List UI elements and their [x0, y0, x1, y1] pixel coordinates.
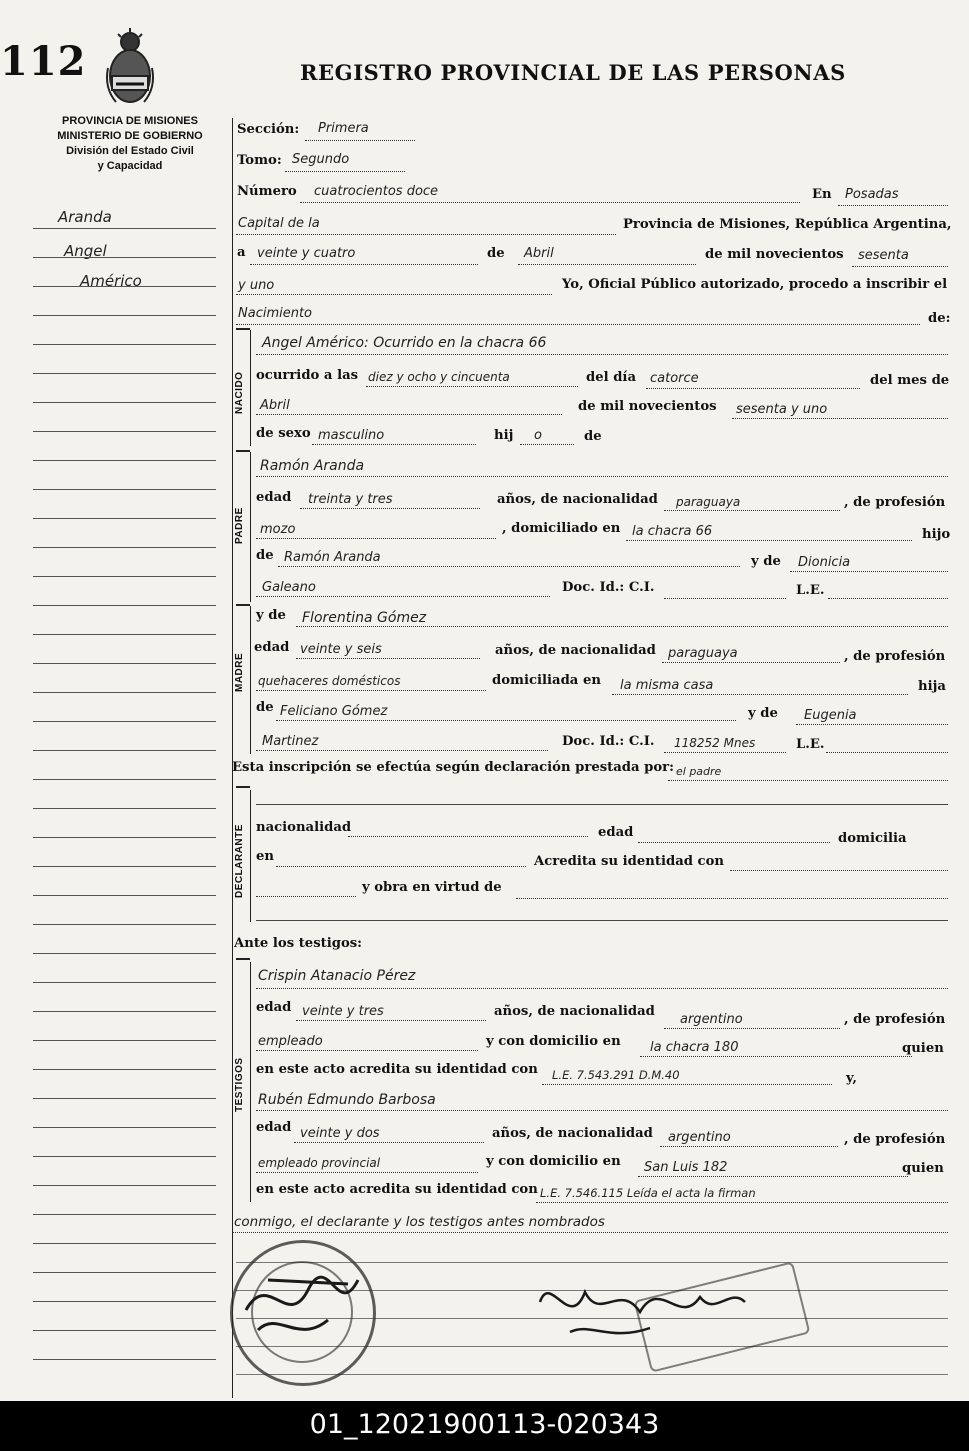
margin-ruled-line [33, 286, 216, 287]
margin-note-surname: Aranda [58, 208, 112, 226]
madre-abuelo-de-label: de [256, 700, 274, 715]
nacido-nombre-value: Angel Américo: Ocurrido en la chacra 66 [262, 335, 547, 351]
padre-edad-line [300, 508, 480, 509]
margin-ruled-line [33, 1272, 216, 1273]
madre-edad-line [296, 658, 480, 659]
abuelo-paterno-line [278, 566, 740, 567]
margin-ruled-line [33, 1156, 216, 1157]
madre-le-line [826, 752, 948, 753]
padre-doc-label: Doc. Id.: C.I. [562, 580, 655, 595]
hora-line [366, 386, 578, 387]
seccion-value: Primera [318, 121, 369, 136]
mes-line [256, 414, 562, 415]
numero-value: cuatrocientos doce [314, 184, 439, 199]
org-line-division: División del Estado Civil [66, 145, 194, 157]
margin-ruled-line [33, 953, 216, 954]
sexo-line [312, 444, 476, 445]
declarante-en-label: en [256, 849, 274, 864]
margin-ruled-line [33, 837, 216, 838]
madre-bracket [250, 606, 251, 754]
margin-ruled-line [33, 547, 216, 548]
inscripcion-anio-cont: y uno [238, 278, 275, 293]
testigo1-edad-line [296, 1020, 486, 1021]
mil-novecientos-label: de mil novecientos [705, 247, 844, 262]
margin-ruled-line [33, 779, 216, 780]
margin-ruled-line [33, 1185, 216, 1186]
sexo-label: de sexo [256, 426, 311, 441]
del-mes-label: del mes de [870, 373, 950, 388]
numero-label: Número [237, 184, 297, 199]
padre-hijo-label: hijo [922, 527, 951, 542]
testigo2-nac-value: argentino [668, 1130, 731, 1145]
testigo2-edad-value: veinte y dos [300, 1126, 380, 1141]
margin-ruled-line [33, 431, 216, 432]
inscripcion-anio-value: sesenta [858, 248, 909, 263]
testigo1-prof-label: , de profesión [844, 1012, 946, 1027]
testigo1-y-label: y, [846, 1071, 857, 1086]
testigo2-prof-label: , de profesión [844, 1132, 946, 1147]
declarante-virtud-label: y obra en virtud de [362, 880, 502, 895]
margin-ruled-line [33, 750, 216, 751]
fecha-a-label: a [237, 245, 246, 260]
padre-section-label: PADRE [234, 507, 245, 544]
margin-ruled-line [33, 576, 216, 577]
testigo2-prof-line [256, 1172, 478, 1173]
margin-ruled-line [33, 1069, 216, 1070]
testigo1-dom-label: y con domicilio en [486, 1034, 621, 1049]
declarante-edad-label: edad [598, 825, 634, 840]
declarante-section-label: DECLARANTE [234, 824, 245, 898]
margin-ruled-line [33, 1098, 216, 1099]
form-left-border [232, 118, 233, 1398]
madre-edad-label: edad [254, 640, 290, 655]
declarante-nac-line [348, 836, 588, 837]
del-dia-label: del día [586, 370, 636, 385]
padre-abuelo-de-label: de [256, 548, 274, 563]
en-line [838, 205, 948, 206]
madre-doc-value: 118252 Mnes [674, 736, 756, 750]
padre-bracket [250, 452, 251, 602]
declarante-nombre-line [256, 804, 948, 805]
testigo2-edad-label: edad [256, 1120, 292, 1135]
declaracion-value: el padre [676, 765, 722, 778]
madre-doc-line [664, 752, 786, 753]
fecha-de-label: de [487, 246, 505, 261]
declarante-virtud-pre-line [256, 896, 356, 897]
margin-ruled-line [33, 518, 216, 519]
madre-abuela-yde-label: y de [748, 706, 778, 721]
testigos-bracket [250, 962, 251, 1202]
testigo2-dom-value: San Luis 182 [644, 1160, 728, 1175]
hij-line [520, 444, 574, 445]
margin-note-first-name: Angel [64, 242, 107, 260]
margin-ruled-line [33, 721, 216, 722]
declarante-end-line [256, 920, 948, 921]
nacido-nombre-line [256, 354, 948, 355]
testigo2-dom-line [638, 1176, 908, 1177]
testigo1-quien-label: quien [902, 1041, 944, 1056]
nacido-bracket [250, 330, 251, 446]
margin-ruled-line [33, 460, 216, 461]
padre-nacionalidad-value: paraguaya [676, 495, 741, 509]
testigo2-dom-label: y con domicilio en [486, 1154, 621, 1169]
testigo2-nombre-value: Rubén Edmundo Barbosa [258, 1092, 436, 1108]
testigo1-prof-value: empleado [258, 1034, 323, 1049]
margin-ruled-line [33, 489, 216, 490]
madre-nacionalidad-label: años, de nacionalidad [495, 643, 656, 658]
padre-le-label: L.E. [796, 583, 825, 598]
madre-nombre-value: Florentina Gómez [302, 610, 427, 626]
margin-ruled-line [33, 808, 216, 809]
en-value: Posadas [845, 187, 899, 202]
testigo2-doc-line [536, 1202, 948, 1203]
margin-ruled-line [33, 1359, 216, 1360]
padre-profesion-label: , de profesión [844, 495, 946, 510]
abuela-m-apellido-line [256, 750, 548, 751]
testigo1-edad-value: veinte y tres [302, 1004, 384, 1019]
madre-domicilio-label: domiciliada en [492, 673, 601, 688]
org-line-ministry: MINISTERIO DE GOBIERNO [57, 130, 203, 142]
padre-nacionalidad-label: años, de nacionalidad [497, 492, 658, 507]
acto-value: Nacimiento [238, 306, 313, 321]
testigo2-nac-label: años, de nacionalidad [492, 1126, 653, 1141]
madre-nombre-line [296, 626, 948, 627]
tomo-label: Tomo: [237, 153, 282, 168]
declarante-acredita-label: Acredita su identidad con [534, 854, 724, 869]
capital-line [236, 234, 616, 235]
abuelo-paterno-value: Ramón Aranda [284, 550, 381, 565]
margin-ruled-line [33, 228, 216, 229]
inscripcion-dia-value: veinte y cuatro [257, 246, 356, 261]
margin-ruled-line [33, 1301, 216, 1302]
margin-ruled-line [33, 1040, 216, 1041]
inscripcion-mes-line [518, 264, 696, 265]
madre-doc-label: Doc. Id.: C.I. [562, 734, 655, 749]
madre-section-label: MADRE [234, 652, 245, 692]
nacimiento-dia-value: catorce [650, 371, 699, 386]
margin-ruled-line [33, 344, 216, 345]
abuela-materna-value: Eugenia [804, 708, 857, 723]
oficial-signature [238, 1250, 378, 1360]
tomo-value: Segundo [292, 152, 350, 167]
testigo2-edad-line [294, 1142, 484, 1143]
testigo2-nac-line [660, 1146, 838, 1147]
seccion-line [305, 140, 415, 141]
padre-edad-label: edad [256, 490, 292, 505]
testigo1-doc-line [542, 1084, 832, 1085]
margin-ruled-line [33, 605, 216, 606]
padre-nac-line [664, 510, 840, 511]
padre-nombre-value: Ramón Aranda [260, 458, 365, 474]
madre-hija-label: hija [918, 679, 946, 694]
madre-prof-line [256, 690, 486, 691]
padre-dom-line [626, 540, 912, 541]
abuelo-materno-line [276, 720, 736, 721]
folio-number: 112 [0, 38, 87, 85]
inscripcion-mes-value: Abril [524, 246, 554, 261]
abuela-paterna-value: Dionicia [798, 555, 851, 570]
anio-line [732, 418, 948, 419]
registry-title: REGISTRO PROVINCIAL DE LAS PERSONAS [300, 60, 846, 85]
padre-nombre-line [256, 476, 948, 477]
ante-testigos-label: Ante los testigos: [234, 936, 363, 951]
madre-profesion-value: quehaceres domésticos [258, 674, 401, 688]
org-line-capacity: y Capacidad [97, 160, 163, 172]
madre-le-label: L.E. [796, 737, 825, 752]
testigo1-nombre-line [256, 988, 948, 989]
declarante-en-line [276, 866, 526, 867]
abuela-materna-line [796, 724, 948, 725]
testigo1-nac-line [664, 1028, 840, 1029]
anio-cont-line [236, 294, 552, 295]
declarante-nac-label: nacionalidad [256, 820, 352, 835]
coat-of-arms-emblem [102, 28, 158, 108]
hij-value: o [534, 428, 542, 443]
margin-ruled-line [33, 1330, 216, 1331]
abuela-apellido-line [256, 596, 550, 597]
margin-ruled-line [33, 924, 216, 925]
margin-ruled-line [33, 895, 216, 896]
margin-ruled-line [33, 634, 216, 635]
nacimiento-mes-value: Abril [260, 398, 290, 413]
acto-de-label: de: [928, 311, 951, 326]
margin-ruled-line [33, 982, 216, 983]
padre-section-divider [236, 450, 250, 452]
nacido-section-label: NACIDO [234, 371, 245, 414]
nacido-de-label: de [584, 429, 602, 444]
madre-profesion-label: , de profesión [844, 649, 946, 664]
margin-note-second-name: Américo [80, 272, 142, 290]
nacido-section-divider [236, 328, 250, 330]
margin-ruled-line [33, 1214, 216, 1215]
declarante-acredita-line [730, 870, 948, 871]
numero-line [300, 202, 800, 203]
testigo1-dom-line [640, 1056, 912, 1057]
margin-ruled-line [33, 1011, 216, 1012]
testigo1-nombre-value: Crispin Atanacio Pérez [258, 968, 416, 984]
margin-ruled-line [33, 373, 216, 374]
margin-ruled-line [33, 315, 216, 316]
nacido-mil-label: de mil novecientos [578, 399, 717, 414]
testigo2-doc-value: L.E. 7.546.115 Leída el acta la firman [540, 1186, 756, 1200]
padre-profesion-value: mozo [260, 522, 296, 537]
abuela-paterna-line [790, 571, 948, 572]
madre-yde-label: y de [256, 608, 286, 623]
declarante-edad-line [638, 842, 830, 843]
declarante-dom-label: domicilia [838, 831, 907, 846]
declaracion-line [668, 780, 948, 781]
issuing-org [30, 114, 230, 174]
seccion-label: Sección: [237, 122, 300, 137]
testigo1-dom-value: la chacra 180 [650, 1040, 739, 1055]
en-label: En [812, 187, 832, 202]
testigo2-acredita-label: en este acto acredita su identidad con [256, 1182, 538, 1197]
tomo-line [285, 171, 405, 172]
testigos-section-top [236, 958, 250, 960]
testigo1-nac-label: años, de nacionalidad [494, 1004, 655, 1019]
abuela-paterna-apellido: Galeano [262, 580, 316, 595]
org-line-province: PROVINCIA DE MISIONES [62, 115, 198, 127]
margin-ruled-line [33, 692, 216, 693]
testigos-section-label: TESTIGOS [234, 1057, 245, 1112]
padre-edad-value: treinta y tres [308, 492, 393, 507]
madre-dom-line [612, 694, 908, 695]
testigo2-nombre-line [256, 1110, 948, 1111]
padre-domicilio-label: , domiciliado en [502, 521, 621, 536]
capital-value: Capital de la [238, 216, 320, 231]
testigo2-prof-value: empleado provincial [258, 1156, 381, 1170]
madre-nacionalidad-value: paraguaya [668, 646, 738, 661]
margin-ruled-line [33, 663, 216, 664]
cierre-acta-value: conmigo, el declarante y los testigos antes nombrados [234, 1214, 605, 1230]
padre-abuela-yde-label: y de [751, 554, 781, 569]
testigo1-edad-label: edad [256, 1000, 292, 1015]
abuelo-materno-value: Feliciano Gómez [280, 704, 388, 719]
margin-ruled-line [33, 866, 216, 867]
dia-line [646, 388, 860, 389]
testigo1-prof-line [256, 1050, 478, 1051]
margin-ruled-line [33, 402, 216, 403]
testigo1-nac-value: argentino [680, 1012, 743, 1027]
provincia-text: Provincia de Misiones, República Argentina, [623, 217, 952, 232]
declarante-bracket [250, 790, 251, 922]
nacimiento-anio-value: sesenta y uno [736, 402, 828, 417]
madre-nac-line [662, 662, 840, 663]
padre-le-line [828, 598, 948, 599]
declaracion-text: Esta inscripción se efectúa según declaración prestada por: [232, 760, 674, 775]
madre-domicilio-value: la misma casa [620, 678, 714, 693]
oficial-text: Yo, Oficial Público autorizado, procedo a inscribir el [562, 277, 948, 292]
madre-edad-value: veinte y seis [300, 642, 382, 657]
testigo2-quien-label: quien [902, 1161, 944, 1176]
cierre-line [232, 1232, 948, 1233]
padre-domicilio-value: la chacra 66 [632, 524, 713, 539]
madre-section-divider [236, 604, 250, 606]
ocurrido-label: ocurrido a las [256, 368, 359, 383]
testigo1-doc-value: L.E. 7.543.291 D.M.40 [552, 1068, 680, 1082]
padre-doc-line [664, 598, 786, 599]
inscripcion-anio-line [852, 266, 948, 267]
margin-ruled-line [33, 257, 216, 258]
abuela-materna-apellido: Martinez [262, 734, 319, 749]
sexo-value: masculino [318, 428, 385, 443]
acto-line [236, 324, 920, 325]
margin-ruled-line [33, 1127, 216, 1128]
testigo1-acredita-label: en este acto acredita su identidad con [256, 1062, 538, 1077]
declarante-virtud-line [516, 898, 948, 899]
inscripcion-dia-line [250, 264, 478, 265]
margin-ruled-line [33, 1243, 216, 1244]
nacimiento-hora-value: diez y ocho y cincuenta [368, 370, 510, 384]
declarante-section-top [236, 786, 250, 788]
padre-prof-line [256, 538, 496, 539]
scan-code-footer: 01_12021900113-020343 [0, 1401, 969, 1451]
hij-label: hij [494, 428, 514, 443]
